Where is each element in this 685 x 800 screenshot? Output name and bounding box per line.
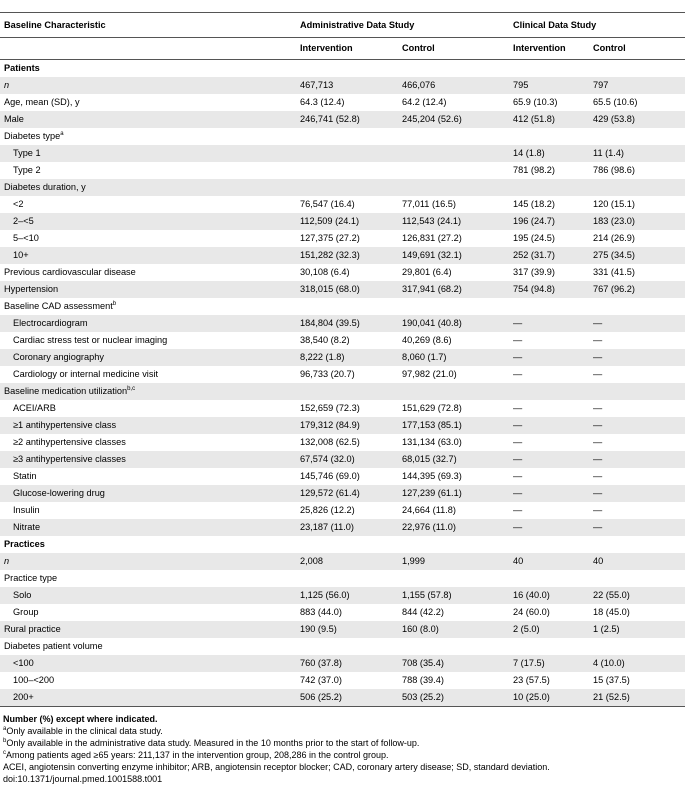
admin-control-cell <box>398 298 509 315</box>
table-row <box>0 247 685 264</box>
admin-control-cell <box>398 128 509 145</box>
clinical-control-cell: 275 (34.5) <box>589 247 685 264</box>
admin-control-header: Control <box>398 38 509 60</box>
section-label: Practices <box>4 539 45 549</box>
admin-control-cell: 149,691 (32.1) <box>398 247 509 264</box>
clinical-intervention-cell: — <box>509 315 589 332</box>
clinical-control-cell: 120 (15.1) <box>593 199 635 209</box>
clinical-intervention-cell <box>509 570 589 587</box>
baseline-characteristic-header: Baseline Characteristic <box>0 13 296 38</box>
admin-intervention-cell <box>296 383 398 400</box>
clinical-intervention-cell: 195 (24.5) <box>513 233 555 243</box>
footnote-a: $^a$Only available in the clinical data study. <box>3 726 163 736</box>
admin-control-cell <box>398 145 509 162</box>
table-row <box>0 468 685 485</box>
row-label: Group <box>13 607 39 617</box>
admin-control-cell <box>398 162 509 179</box>
row-label: 200+ <box>0 689 296 707</box>
row-label: 100–<200 <box>13 675 55 685</box>
clinical-control-cell <box>589 570 685 587</box>
clinical-intervention-cell: — <box>513 505 523 515</box>
admin-intervention-cell: 190 (9.5) <box>296 621 398 638</box>
table-row <box>0 213 685 230</box>
admin-control-cell: 40,269 (8.6) <box>402 335 452 345</box>
admin-control-cell: 144,395 (69.3) <box>402 471 462 481</box>
admin-intervention-cell: 76,547 (16.4) <box>300 199 355 209</box>
row-label: Diabetes duration, y <box>0 179 296 196</box>
clinical-intervention-cell: — <box>509 451 589 468</box>
clinical-intervention-cell: — <box>513 335 523 345</box>
row-label: ACEI/ARB <box>13 403 56 413</box>
row-label: n <box>0 553 296 570</box>
clinical-control-cell: 797 <box>589 77 685 94</box>
table-row <box>0 264 685 281</box>
clinical-control-cell <box>589 638 685 655</box>
admin-intervention-cell: 152,659 (72.3) <box>300 403 360 413</box>
table-row <box>0 638 685 655</box>
admin-control-cell <box>398 570 509 587</box>
clinical-intervention-cell <box>509 383 589 400</box>
table-row <box>0 332 685 349</box>
table-row <box>0 94 685 111</box>
clinical-control-cell: — <box>593 369 603 379</box>
admin-intervention-cell: 151,282 (32.3) <box>296 247 398 264</box>
admin-intervention-cell: 38,540 (8.2) <box>300 335 350 345</box>
row-label: ≥3 antihypertensive classes <box>0 451 296 468</box>
admin-intervention-cell <box>296 570 398 587</box>
admin-control-cell: 24,664 (11.8) <box>402 505 456 515</box>
table-row <box>0 298 685 315</box>
row-label: Previous cardiovascular disease <box>4 267 136 277</box>
section-row <box>0 536 685 553</box>
clinical-control-header: Control <box>589 38 685 60</box>
clinical-intervention-cell: — <box>509 485 589 502</box>
row-label: Rural practice <box>0 621 296 638</box>
admin-control-cell: 127,239 (61.1) <box>398 485 509 502</box>
admin-control-cell: 466,076 <box>398 77 509 94</box>
admin-control-cell: 844 (42.2) <box>402 607 444 617</box>
footnote-abbreviations: ACEI, angiotensin converting enzyme inhibitor; ARB, angiotensin receptor blocker; CAD, coronary artery disease; SD, standard deviation. <box>3 762 550 772</box>
clinical-intervention-cell: 795 <box>509 77 589 94</box>
admin-control-cell: 177,153 (85.1) <box>398 417 509 434</box>
clinical-study-header: Clinical Data Study <box>509 13 685 38</box>
admin-control-cell: 8,060 (1.7) <box>398 349 509 366</box>
clinical-intervention-cell: 781 (98.2) <box>513 165 555 175</box>
table-row <box>0 553 685 570</box>
clinical-control-cell: — <box>589 451 685 468</box>
admin-intervention-cell: 96,733 (20.7) <box>300 369 355 379</box>
clinical-intervention-cell: — <box>509 349 589 366</box>
section-row <box>0 60 685 78</box>
clinical-control-cell: 11 (1.4) <box>589 145 685 162</box>
table-row <box>0 128 685 145</box>
admin-control-cell: 22,976 (11.0) <box>398 519 509 536</box>
table-row <box>0 162 685 179</box>
admin-control-cell: 1,999 <box>398 553 509 570</box>
table-row <box>0 502 685 519</box>
row-label: Diabetes type$^a$ <box>4 130 64 141</box>
clinical-intervention-cell: 754 (94.8) <box>509 281 589 298</box>
clinical-intervention-cell: 14 (1.8) <box>509 145 589 162</box>
row-label: Solo <box>0 587 296 604</box>
row-label: n <box>0 77 296 94</box>
clinical-intervention-cell: 317 (39.9) <box>513 267 555 277</box>
table-body <box>0 60 685 707</box>
admin-control-cell: 151,629 (72.8) <box>402 403 462 413</box>
clinical-control-cell <box>589 179 685 196</box>
admin-control-cell: 317,941 (68.2) <box>398 281 509 298</box>
row-label: Glucose-lowering drug <box>0 485 296 502</box>
admin-study-header: Administrative Data Study <box>296 13 509 38</box>
table-row <box>0 196 685 213</box>
admin-control-cell: 126,831 (27.2) <box>402 233 462 243</box>
table-row <box>0 400 685 417</box>
table-row <box>0 230 685 247</box>
clinical-intervention-cell <box>509 128 589 145</box>
admin-control-cell <box>398 179 509 196</box>
admin-control-cell: 68,015 (32.7) <box>398 451 509 468</box>
table-row <box>0 689 685 707</box>
row-label: ≥1 antihypertensive class <box>0 417 296 434</box>
admin-intervention-cell: 25,826 (12.2) <box>300 505 355 515</box>
table-row <box>0 315 685 332</box>
admin-control-cell: 160 (8.0) <box>398 621 509 638</box>
row-label: 10+ <box>0 247 296 264</box>
row-label: Hypertension <box>0 281 296 298</box>
clinical-control-cell: — <box>593 505 603 515</box>
admin-control-cell: 503 (25.2) <box>398 689 509 707</box>
row-label: Baseline CAD assessment$^b$ <box>4 300 117 311</box>
footnote-b: $^b$Only available in the administrative data study. Measured in the 10 months prior to the start of follow-up. <box>3 738 420 748</box>
admin-intervention-cell: 127,375 (27.2) <box>300 233 360 243</box>
section-label: Patients <box>4 63 40 73</box>
header-row-arms <box>0 38 685 60</box>
row-label: Coronary angiography <box>0 349 296 366</box>
clinical-control-cell: — <box>593 335 603 345</box>
admin-intervention-cell <box>296 298 398 315</box>
clinical-intervention-cell: 145 (18.2) <box>513 199 555 209</box>
clinical-intervention-cell: — <box>513 403 523 413</box>
admin-intervention-cell: 132,008 (62.5) <box>300 437 360 447</box>
admin-control-cell: 190,041 (40.8) <box>398 315 509 332</box>
clinical-intervention-cell: 196 (24.7) <box>509 213 589 230</box>
table-row <box>0 145 685 162</box>
clinical-control-cell: 183 (23.0) <box>589 213 685 230</box>
clinical-control-cell: — <box>589 519 685 536</box>
admin-intervention-cell: 8,222 (1.8) <box>296 349 398 366</box>
clinical-intervention-cell: — <box>509 417 589 434</box>
clinical-control-cell: — <box>593 403 603 413</box>
clinical-control-cell: 429 (53.8) <box>589 111 685 128</box>
row-label: <2 <box>13 199 24 209</box>
footnote-doi: doi:10.1371/journal.pmed.1001588.t001 <box>3 774 163 784</box>
admin-intervention-cell: 184,804 (39.5) <box>296 315 398 332</box>
clinical-control-cell: 18 (45.0) <box>593 607 630 617</box>
clinical-control-cell: — <box>593 471 603 481</box>
row-label: Baseline medication utilization$^{b,c}$ <box>0 383 296 400</box>
row-label: 2–<5 <box>0 213 296 230</box>
admin-intervention-cell: 23,187 (11.0) <box>296 519 398 536</box>
clinical-control-cell: 214 (26.9) <box>593 233 635 243</box>
admin-control-cell: 29,801 (6.4) <box>402 267 452 277</box>
row-label: Insulin <box>13 505 40 515</box>
admin-intervention-cell: 112,509 (24.1) <box>296 213 398 230</box>
clinical-control-cell <box>589 128 685 145</box>
clinical-intervention-cell: — <box>513 471 523 481</box>
table-row <box>0 179 685 196</box>
clinical-intervention-cell <box>509 179 589 196</box>
clinical-intervention-cell: — <box>513 437 523 447</box>
admin-intervention-cell: 467,713 <box>296 77 398 94</box>
row-label: Diabetes patient volume <box>4 641 103 651</box>
footnote-main: Number (%) except where indicated. <box>3 714 158 724</box>
table-row <box>0 349 685 366</box>
clinical-control-cell <box>589 298 685 315</box>
clinical-intervention-cell: 40 <box>509 553 589 570</box>
row-label: Type 2 <box>13 165 41 175</box>
clinical-intervention-cell: — <box>513 369 523 379</box>
clinical-control-cell: — <box>589 349 685 366</box>
baseline-characteristics-table <box>0 13 685 707</box>
admin-control-cell: 708 (35.4) <box>398 655 509 672</box>
table-row <box>0 451 685 468</box>
row-label: Statin <box>13 471 37 481</box>
row-label: ≥2 antihypertensive classes <box>13 437 126 447</box>
admin-intervention-cell <box>296 128 398 145</box>
clinical-intervention-cell: — <box>509 519 589 536</box>
table-row <box>0 434 685 451</box>
clinical-control-cell: 65.5 (10.6) <box>593 97 638 107</box>
row-label: Cardiac stress test or nuclear imaging <box>13 335 168 345</box>
clinical-control-cell: 767 (96.2) <box>589 281 685 298</box>
admin-intervention-cell: 506 (25.2) <box>296 689 398 707</box>
admin-control-cell: 112,543 (24.1) <box>398 213 509 230</box>
clinical-control-cell: 331 (41.5) <box>593 267 635 277</box>
table-row <box>0 366 685 383</box>
clinical-control-cell <box>589 383 685 400</box>
admin-control-cell: 77,011 (16.5) <box>402 199 456 209</box>
clinical-control-cell: — <box>589 485 685 502</box>
admin-intervention-cell: 883 (44.0) <box>300 607 342 617</box>
admin-intervention-cell: 318,015 (68.0) <box>296 281 398 298</box>
clinical-intervention-cell: 7 (17.5) <box>509 655 589 672</box>
table-row <box>0 604 685 621</box>
admin-control-cell: 1,155 (57.8) <box>398 587 509 604</box>
clinical-intervention-cell: 23 (57.5) <box>513 675 550 685</box>
row-label: 5–<10 <box>13 233 39 243</box>
admin-intervention-cell: 760 (37.8) <box>296 655 398 672</box>
row-label: Electrocardiogram <box>0 315 296 332</box>
clinical-control-cell: 4 (10.0) <box>589 655 685 672</box>
clinical-control-cell: — <box>589 315 685 332</box>
admin-intervention-cell: 30,108 (6.4) <box>300 267 350 277</box>
admin-intervention-cell <box>296 638 398 655</box>
clinical-control-cell: 40 <box>589 553 685 570</box>
admin-control-cell: 131,134 (63.0) <box>402 437 462 447</box>
row-label: Type 1 <box>0 145 296 162</box>
admin-intervention-cell: 179,312 (84.9) <box>296 417 398 434</box>
row-label: Male <box>0 111 296 128</box>
admin-control-cell: 245,204 (52.6) <box>398 111 509 128</box>
row-label: Practice type <box>4 573 58 583</box>
clinical-control-cell: 1 (2.5) <box>589 621 685 638</box>
clinical-intervention-header: Intervention <box>509 38 589 60</box>
table-row <box>0 417 685 434</box>
table-row <box>0 111 685 128</box>
admin-intervention-cell <box>296 162 398 179</box>
header-blank <box>0 38 296 60</box>
clinical-intervention-cell: 16 (40.0) <box>509 587 589 604</box>
top-rule <box>0 0 685 13</box>
table-row <box>0 587 685 604</box>
table-row <box>0 570 685 587</box>
table-footnotes <box>0 707 685 785</box>
footnote-c: $^c$Among patients aged ≥65 years: 211,137 in the intervention group, 208,286 in the control group. <box>3 750 389 760</box>
clinical-control-cell: — <box>589 417 685 434</box>
admin-intervention-cell <box>296 145 398 162</box>
clinical-control-cell: 786 (98.6) <box>593 165 635 175</box>
table-row <box>0 485 685 502</box>
clinical-intervention-cell: 2 (5.0) <box>509 621 589 638</box>
admin-control-cell: 97,982 (21.0) <box>402 369 457 379</box>
table-row <box>0 281 685 298</box>
clinical-control-cell: 21 (52.5) <box>589 689 685 707</box>
clinical-control-cell: 15 (37.5) <box>593 675 630 685</box>
row-label: <100 <box>0 655 296 672</box>
row-label: Nitrate <box>0 519 296 536</box>
admin-control-cell: 64.2 (12.4) <box>402 97 447 107</box>
admin-control-cell: 788 (39.4) <box>402 675 444 685</box>
admin-intervention-cell: 64.3 (12.4) <box>300 97 345 107</box>
table-row <box>0 383 685 400</box>
clinical-control-cell: 22 (55.0) <box>589 587 685 604</box>
clinical-intervention-cell: 10 (25.0) <box>509 689 589 707</box>
table-row <box>0 672 685 689</box>
clinical-intervention-cell: 65.9 (10.3) <box>513 97 558 107</box>
row-label: Cardiology or internal medicine visit <box>13 369 159 379</box>
admin-intervention-cell: 246,741 (52.8) <box>296 111 398 128</box>
table-row <box>0 519 685 536</box>
admin-intervention-cell: 742 (37.0) <box>300 675 342 685</box>
clinical-intervention-cell <box>509 638 589 655</box>
admin-intervention-cell <box>296 179 398 196</box>
clinical-intervention-cell <box>509 298 589 315</box>
clinical-intervention-cell: 412 (51.8) <box>509 111 589 128</box>
admin-intervention-cell: 145,746 (69.0) <box>300 471 360 481</box>
admin-intervention-cell: 1,125 (56.0) <box>296 587 398 604</box>
table-row <box>0 77 685 94</box>
row-label: Age, mean (SD), y <box>4 97 80 107</box>
table-row <box>0 621 685 638</box>
clinical-intervention-cell: 252 (31.7) <box>509 247 589 264</box>
admin-intervention-cell: 2,008 <box>296 553 398 570</box>
table-row <box>0 655 685 672</box>
admin-control-cell <box>398 383 509 400</box>
admin-intervention-cell: 67,574 (32.0) <box>296 451 398 468</box>
clinical-intervention-cell: 24 (60.0) <box>513 607 550 617</box>
admin-control-cell <box>398 638 509 655</box>
clinical-control-cell: — <box>593 437 603 447</box>
admin-intervention-header: Intervention <box>296 38 398 60</box>
admin-intervention-cell: 129,572 (61.4) <box>296 485 398 502</box>
header-row-groups <box>0 13 685 38</box>
